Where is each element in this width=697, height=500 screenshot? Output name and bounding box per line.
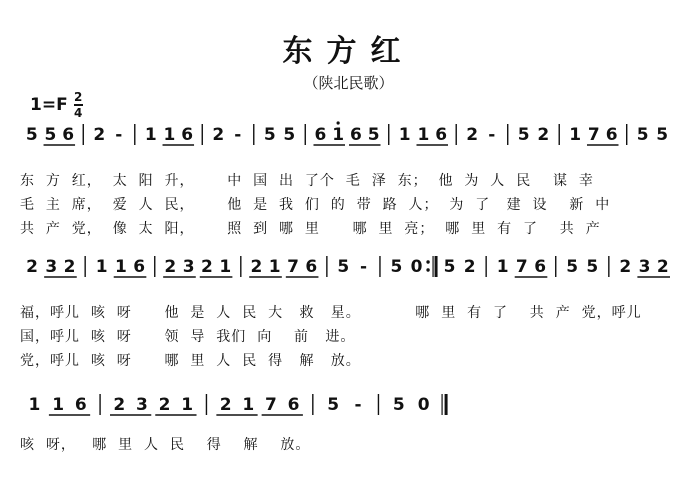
note-0-24-0: 5 <box>517 125 530 145</box>
note-0-31-0: 5 <box>656 125 669 145</box>
note-2-7-1: 6 <box>287 395 300 415</box>
note-0-15-0: 6 <box>314 125 327 145</box>
note-2-0-0: 1 <box>28 395 41 415</box>
note-1-24-0: 5 <box>566 257 579 277</box>
note-2-10-0: - <box>354 395 362 415</box>
note-1-4-1: 6 <box>133 257 146 277</box>
note-1-1-1: 2 <box>63 257 76 277</box>
note-1-19-0: 2 <box>463 257 476 277</box>
note-0-13-0: 5 <box>283 125 296 145</box>
note-1-1-0: 3 <box>45 257 58 277</box>
note-1-28-1: 2 <box>656 257 669 277</box>
note-1-18-0: 5 <box>443 257 456 277</box>
note-0-0-0: 5 <box>25 125 38 145</box>
repeat-dot <box>426 268 429 271</box>
time-signature-top: 2 <box>74 90 83 105</box>
note-0-1-1: 6 <box>62 125 75 145</box>
note-1-4-0: 1 <box>114 257 127 277</box>
note-2-3-1: 3 <box>136 395 148 415</box>
note-0-28-0: 7 <box>587 125 600 145</box>
note-2-4-0: 2 <box>158 395 171 415</box>
note-2-3-0: 2 <box>113 395 126 415</box>
note-0-25-0: 2 <box>537 125 550 145</box>
note-0-7-1: 6 <box>181 125 194 145</box>
note-0-15-1: 1 <box>332 125 345 145</box>
lyric-line-1-3: 共 产 党， 像 太 阳， 照 到 哪 里 哪 里 亮； 哪 里 有 了 共 产 <box>20 221 601 237</box>
key-label: 1=F <box>30 95 68 115</box>
note-1-27-0: 2 <box>619 257 632 277</box>
note-1-3-0: 1 <box>95 257 108 277</box>
note-2-9-0: 5 <box>327 395 340 415</box>
lyric-line-1-2: 毛 主 席， 爱 人 民， 他 是 我 们 的 带 路 人； 为 了 建 设 新 中 <box>20 197 611 213</box>
note-0-19-0: 1 <box>417 125 430 145</box>
note-0-9-0: 2 <box>212 125 225 145</box>
note-0-28-1: 6 <box>605 125 618 145</box>
note-0-10-0: - <box>234 125 242 145</box>
note-0-6-0: 1 <box>144 125 157 145</box>
note-0-16-0: 6 <box>349 125 362 145</box>
note-0-12-0: 5 <box>263 125 276 145</box>
note-0-30-0: 5 <box>636 125 649 145</box>
note-1-10-0: 7 <box>287 257 299 277</box>
note-2-1-0: 1 <box>52 395 65 415</box>
note-1-6-1: 3 <box>182 257 195 277</box>
lyric-line-1-1: 东 方 红， 太 阳 升， 中 国 出 了个 毛 泽 东； 他 为 人 民 谋 幸 <box>20 173 594 189</box>
note-0-3-0: 2 <box>93 125 106 145</box>
note-1-12-0: 5 <box>337 257 350 277</box>
note-1-15-0: 5 <box>390 257 403 277</box>
note-1-7-1: 1 <box>219 257 232 277</box>
note-1-28-0: 3 <box>638 257 651 277</box>
note-1-25-0: 5 <box>586 257 599 277</box>
note-0-27-0: 1 <box>569 125 582 145</box>
lyric-line-2-3: 党，呼儿 咳 呀 哪 里 人 民 得 解 放。 <box>20 353 361 369</box>
note-1-22-1: 6 <box>534 257 547 277</box>
note-2-6-0: 2 <box>219 395 232 415</box>
note-0-19-1: 6 <box>435 125 448 145</box>
note-2-6-1: 1 <box>242 395 255 415</box>
note-2-7-0: 7 <box>265 395 277 415</box>
note-1-7-0: 2 <box>201 257 213 277</box>
note-1-6-0: 2 <box>164 257 177 277</box>
note-0-1-0: 5 <box>44 125 57 145</box>
note-0-7-0: 1 <box>163 125 176 145</box>
note-0-21-0: 2 <box>466 125 479 145</box>
page-subtitle: （陕北民歌） <box>303 74 394 92</box>
note-1-16-0: 0 <box>410 257 423 277</box>
note-1-0-0: 2 <box>26 257 38 277</box>
note-2-12-0: 5 <box>392 395 405 415</box>
note-1-9-1: 1 <box>268 257 281 277</box>
repeat-dot <box>426 260 429 263</box>
page-title: 东方红 <box>282 34 415 69</box>
note-2-4-1: 1 <box>181 395 194 415</box>
note-1-22-0: 7 <box>515 257 528 277</box>
lyric-line-2-2: 国，呼儿 咳 呀 领 导 我们 向 前 进。 <box>20 329 356 345</box>
note-1-9-0: 2 <box>250 257 263 277</box>
note-2-13-0: 0 <box>417 395 430 415</box>
note-0-4-0: - <box>115 125 123 145</box>
lyric-line-3-1: 咳 呀， 哪 里 人 民 得 解 放。 <box>20 437 311 453</box>
time-signature-bottom: 4 <box>74 105 83 120</box>
note-0-18-0: 1 <box>398 125 411 145</box>
note-0-16-1: 5 <box>367 125 380 145</box>
note-0-22-0: - <box>488 125 496 145</box>
lyric-line-2-1: 福，呼儿 咳 呀 他 是 人 民 大 救 星。 哪 里 有 了 共 产 党，呼儿 <box>20 305 642 321</box>
note-1-10-1: 6 <box>305 257 318 277</box>
note-1-21-0: 1 <box>496 257 509 277</box>
note-2-1-1: 6 <box>74 395 87 415</box>
high-octave-dot <box>337 121 340 124</box>
note-1-13-0: - <box>359 257 368 277</box>
